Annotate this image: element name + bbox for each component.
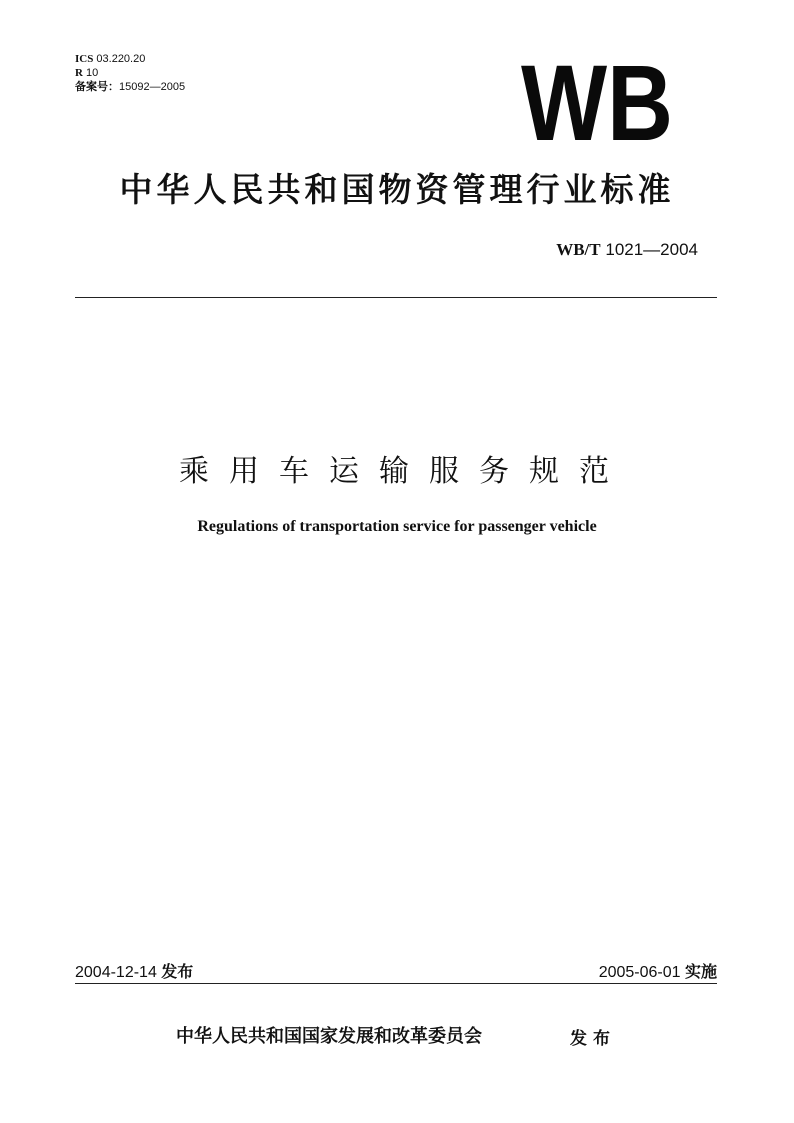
standard-code [556, 240, 698, 260]
effective-label: 实施 [684, 962, 717, 981]
document-title-english: Regulations of transportation service for passenger vehicle [197, 518, 597, 535]
wb-logo [519, 42, 675, 163]
standard-category-title: 中华人民共和国物资管理行业标准 [119, 170, 675, 209]
publish-date: 2004-12-14 [75, 964, 157, 981]
publish-date-line [75, 959, 193, 982]
bottom-divider [75, 983, 717, 984]
class-code: 10 [86, 67, 99, 79]
record-label: 备案号： [75, 80, 119, 93]
issue-label: 发布 [570, 1029, 616, 1049]
standard-code-prefix: WB/T [556, 240, 601, 259]
ics-code: 03.220.20 [96, 53, 146, 65]
record-number: 15092—2005 [119, 81, 186, 93]
ics-line [75, 52, 185, 66]
class-label: R [75, 67, 83, 79]
record-line [75, 80, 185, 94]
standard-code-number: 1021—2004 [605, 240, 698, 259]
ics-label: ICS [75, 53, 94, 65]
effective-date: 2005-06-01 [598, 964, 681, 981]
top-divider [75, 297, 717, 298]
publish-label: 发布 [161, 962, 194, 981]
class-line [75, 66, 185, 80]
document-metadata [75, 52, 185, 94]
effective-date-line [599, 959, 717, 982]
document-title-chinese: 乘用车运输服务规范 [179, 454, 629, 489]
wb-logo-text: WB [521, 42, 673, 163]
issuing-authority: 中华人民共和国国家发展和改革委员会 [176, 1026, 482, 1047]
